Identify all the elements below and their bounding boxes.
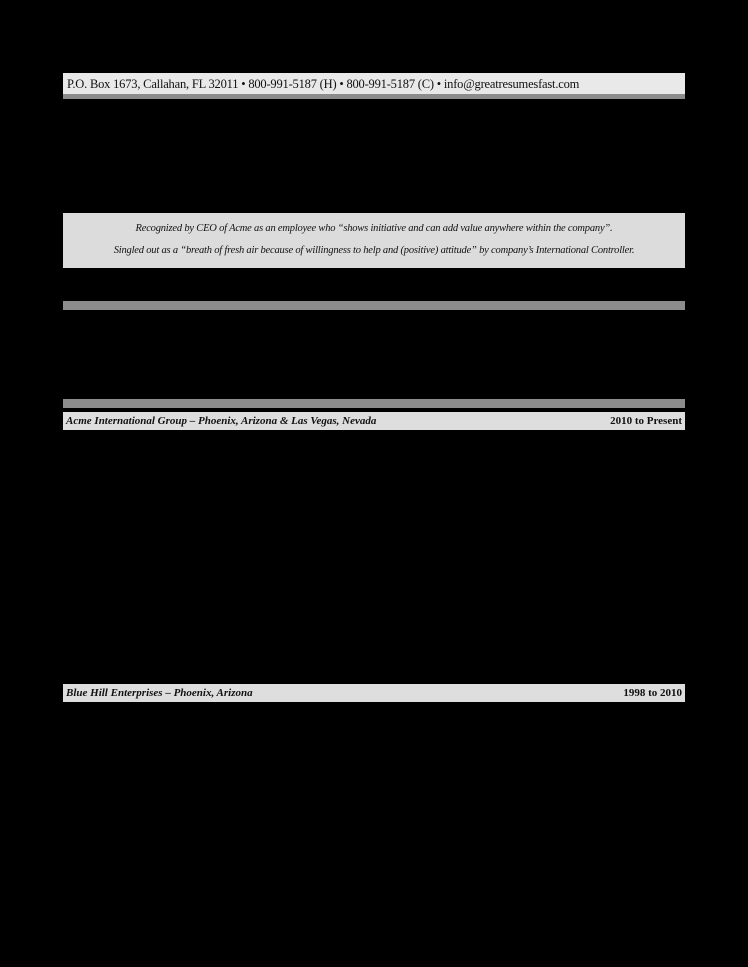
section-divider bbox=[63, 399, 685, 408]
job-header bbox=[63, 684, 685, 702]
recognition-box bbox=[63, 213, 685, 268]
recognition-quote-2: Singled out as a “breath of fresh air because of willingness to help and (positive) attitude” by company’s International Controller. bbox=[113, 245, 635, 256]
recognition-quote-1: Recognized by CEO of Acme as an employee who “shows initiative and can add value anywhere within the company”. bbox=[135, 223, 613, 234]
job-dates: 1998 to 2010 bbox=[623, 687, 682, 699]
job-dates: 2010 to Present bbox=[610, 415, 682, 427]
job-header bbox=[63, 412, 685, 430]
contact-bar bbox=[63, 73, 685, 99]
contact-info: P.O. Box 1673, Callahan, FL 32011 • 800-991-5187 (H) • 800-991-5187 (C) • info@greatresumesfast.com bbox=[67, 77, 580, 91]
section-divider bbox=[63, 301, 685, 310]
job-company: Acme International Group – Phoenix, Arizona & Las Vegas, Nevada bbox=[66, 415, 377, 427]
job-company: Blue Hill Enterprises – Phoenix, Arizona bbox=[66, 687, 253, 699]
